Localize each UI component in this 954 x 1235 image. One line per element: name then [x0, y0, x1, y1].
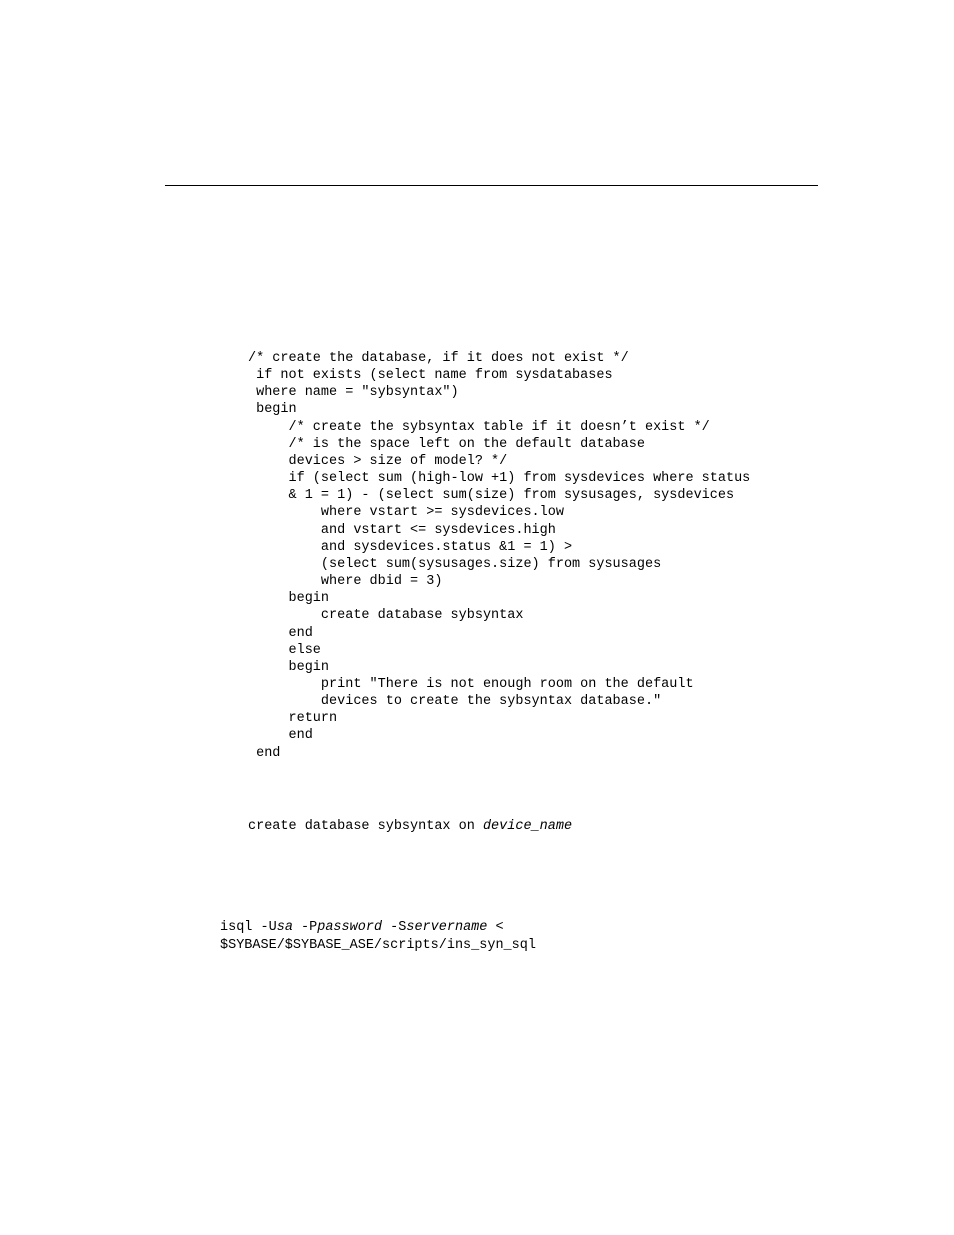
isql-redirect: < — [487, 920, 504, 935]
code-line: /* create the sybsyntax table if it doesn’t exist */ — [248, 419, 710, 435]
header-rule — [165, 185, 818, 186]
code-line: else — [248, 642, 321, 658]
code-line: devices > size of model? */ — [248, 453, 508, 469]
isql-password-flag: -P — [292, 920, 318, 935]
code-line: if (select sum (high-low +1) from sysdevices where status — [248, 471, 751, 487]
code-line: begin — [248, 659, 330, 675]
code-line: and sysdevices.status &1 = 1) > — [248, 539, 573, 555]
code-line: where name = "sybsyntax") — [248, 385, 459, 401]
code-line: end — [248, 625, 313, 641]
code-line: end — [248, 745, 281, 761]
code-line: end — [248, 728, 313, 744]
code-line: if not exists (select name from sysdatabases — [248, 368, 613, 384]
code-line: (select sum(sysusages.size) from sysusages — [248, 556, 662, 572]
code-line: begin — [248, 591, 330, 607]
create-database-command — [248, 818, 572, 835]
sql-script-block — [248, 350, 750, 762]
code-line: /* is the space left on the default database — [248, 436, 645, 452]
isql-password: password — [317, 920, 383, 935]
code-line: & 1 = 1) - (select sum(size) from sysusages, sysdevices — [248, 488, 735, 504]
device-name-placeholder: device_name — [482, 819, 573, 834]
code-line: create database sybsyntax — [248, 608, 524, 624]
isql-cmd: isql -U — [220, 920, 277, 935]
code-line: where vstart >= sysdevices.low — [248, 505, 564, 521]
isql-servername: servername — [406, 920, 488, 935]
code-line: devices to create the sybsyntax database." — [248, 694, 662, 710]
code-line: print "There is not enough room on the default — [248, 676, 694, 692]
isql-command-line — [220, 919, 504, 936]
isql-user: sa — [276, 920, 293, 935]
isql-server-flag: -S — [382, 920, 407, 935]
code-line: and vstart <= sysdevices.high — [248, 522, 556, 538]
code-line: return — [248, 711, 338, 727]
code-line: begin — [248, 402, 297, 418]
isql-script-path: $SYBASE/$SYBASE_ASE/scripts/ins_syn_sql — [220, 938, 536, 953]
code-line: where dbid = 3) — [248, 574, 443, 590]
code-line: /* create the database, if it does not exist */ — [248, 351, 629, 366]
create-command-text: create database sybsyntax on — [248, 819, 483, 834]
